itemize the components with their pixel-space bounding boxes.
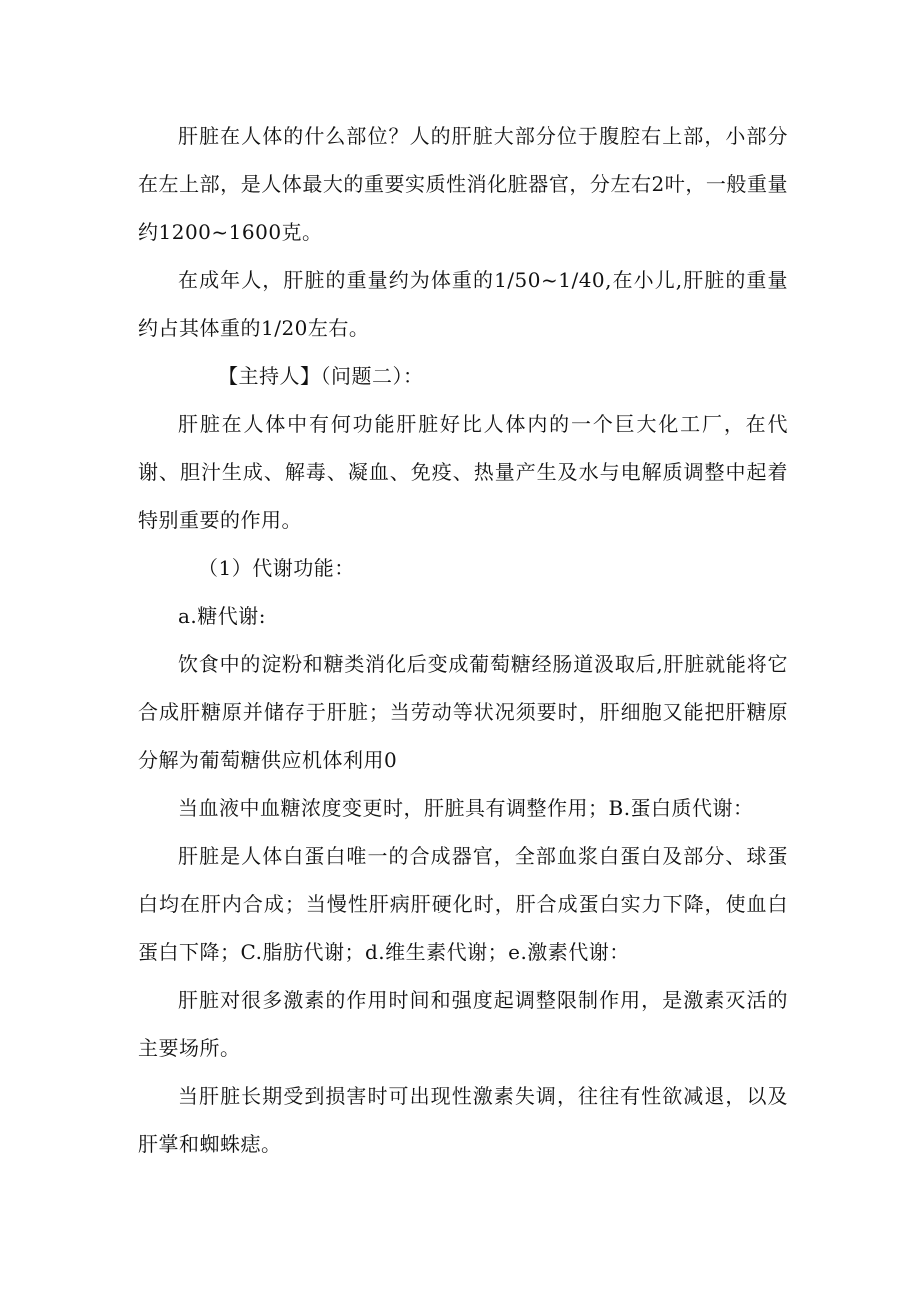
paragraph-liver-function: 肝脏在人体中有何功能肝脏好比人体内的一个巨大化工厂，在代谢、胆汁生成、解毒、凝血、免疫、热量产生及水与电解质调整中起着特别重要的作用。 xyxy=(138,412,788,532)
section-metabolism-heading: （1）代谢功能： xyxy=(198,556,355,580)
paragraph-protein-metabolism: 肝脏是人体白蛋白唯一的合成器官，全部血浆白蛋白及部分、球蛋白均在肝内合成；当慢性肝病肝硬化时，肝合成蛋白实力下降，使血白蛋白下降；C.脂肪代谢；d.维生素代谢；e.激素代谢： xyxy=(138,844,788,964)
document-body xyxy=(138,112,788,1168)
paragraph-hormone-disorder: 当肝脏长期受到损害时可出现性激素失调，往往有性欲减退，以及肝掌和蜘蛛痣。 xyxy=(138,1084,788,1156)
paragraph-hormone-regulation: 肝脏对很多激素的作用时间和强度起调整限制作用，是激素灭活的主要场所。 xyxy=(138,988,788,1060)
subsection-sugar-metabolism: a.糖代谢: xyxy=(178,604,267,628)
host-question-heading: 【主持人】（问题二）： xyxy=(218,364,424,388)
paragraph-liver-location: 肝脏在人体的什么部位？人的肝脏大部分位于腹腔右上部，小部分在左上部，是人体最大的重要实质性消化脏器官，分左右2叶，一般重量约1200~1600克。 xyxy=(138,124,788,244)
paragraph-liver-weight: 在成年人，肝脏的重量约为体重的1/50~1/40,在小儿,肝脏的重量约占其体重的1/20左右。 xyxy=(138,268,788,340)
paragraph-glycogen: 饮食中的淀粉和糖类消化后变成葡萄糖经肠道汲取后,肝脏就能将它合成肝糖原并储存于肝脏；当劳动等状况须要时，肝细胞又能把肝糖原分解为葡萄糖供应机体利用0 xyxy=(138,652,788,772)
paragraph-blood-sugar: 当血液中血糖浓度变更时，肝脏具有调整作用；B.蛋白质代谢： xyxy=(178,796,754,820)
